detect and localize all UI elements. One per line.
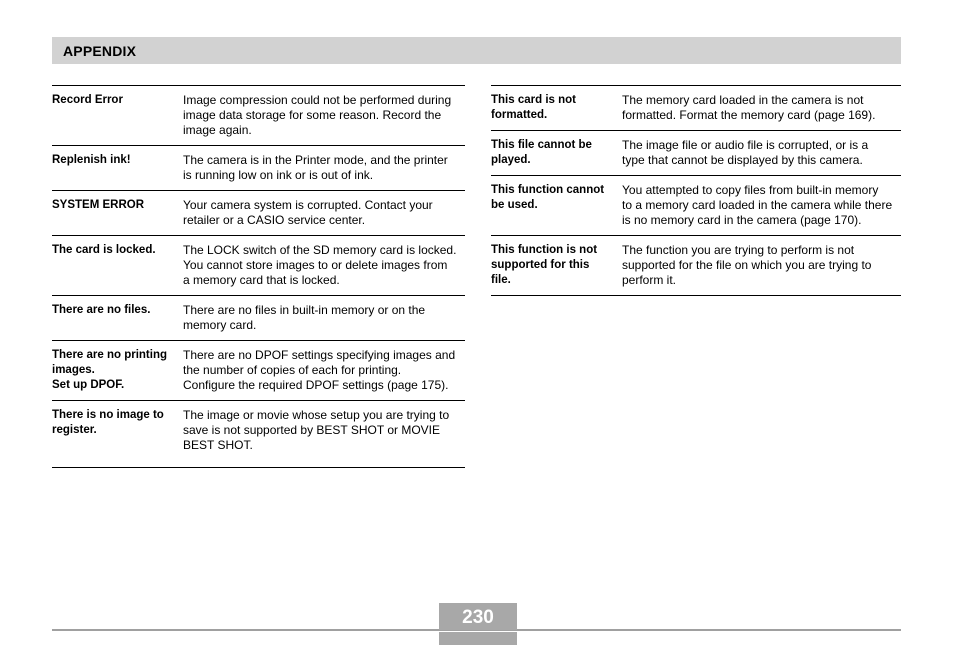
table-row xyxy=(491,235,901,295)
error-message: There are no files. xyxy=(52,304,151,316)
error-description: You attempted to copy files from built-in memory to a memory card loaded in the camera while there is no memory card in the camera (page 170). xyxy=(622,183,893,227)
table-row xyxy=(491,175,901,235)
error-description: The function you are trying to perform is not supported for the file on which you are trying to perform it. xyxy=(622,243,872,287)
error-message: This file cannot be played. xyxy=(491,139,592,166)
error-message: This function is not supported for this file. xyxy=(491,244,598,286)
table-row xyxy=(52,190,465,235)
table-row xyxy=(491,130,901,175)
table-row xyxy=(52,235,465,295)
error-message: This card is not formatted. xyxy=(491,94,576,121)
table-row xyxy=(52,295,465,340)
table-row xyxy=(52,400,465,467)
page-number: 230 xyxy=(439,603,517,630)
error-description: The memory card loaded in the camera is not formatted. Format the memory card (page 169). xyxy=(622,93,876,122)
table-row xyxy=(52,340,465,400)
table-row xyxy=(491,86,901,130)
error-message: There is no image to register. xyxy=(52,409,164,436)
error-description: The image or movie whose setup you are trying to save is not supported by BEST SHOT or MOVIE BEST SHOT. xyxy=(183,408,450,452)
section-header-bar xyxy=(52,37,901,64)
section-title: APPENDIX xyxy=(63,43,137,59)
error-message: The card is locked. xyxy=(52,244,156,256)
error-message: Replenish ink! xyxy=(52,154,131,166)
error-description: The LOCK switch of the SD memory card is locked. You cannot store images to or delete images from a memory card that is locked. xyxy=(183,243,457,287)
table-row xyxy=(52,86,465,145)
error-message: There are no printing images. Set up DPOF. xyxy=(52,349,168,391)
error-description: There are no files in built-in memory or on the memory card. xyxy=(183,303,426,332)
table-row xyxy=(52,145,465,190)
error-message: Record Error xyxy=(52,94,123,106)
error-table-right xyxy=(491,85,901,296)
error-message: This function cannot be used. xyxy=(491,184,605,211)
error-description: The camera is in the Printer mode, and the printer is running low on ink or is out of ink. xyxy=(183,153,448,182)
error-message: SYSTEM ERROR xyxy=(52,199,145,211)
page-number-tab xyxy=(439,632,517,645)
error-description: Your camera system is corrupted. Contact your retailer or a CASIO service center. xyxy=(183,198,433,227)
error-table-left xyxy=(52,85,465,468)
error-description: The image file or audio file is corrupted, or is a type that cannot be displayed by this camera. xyxy=(622,138,869,167)
error-description: Image compression could not be performed during image data storage for some reason. Record the image again. xyxy=(183,93,452,137)
page-number-badge xyxy=(439,603,517,645)
error-description: There are no DPOF settings specifying images and the number of copies of each for printing. Configure the required DPOF settings (page 175). xyxy=(183,348,456,392)
